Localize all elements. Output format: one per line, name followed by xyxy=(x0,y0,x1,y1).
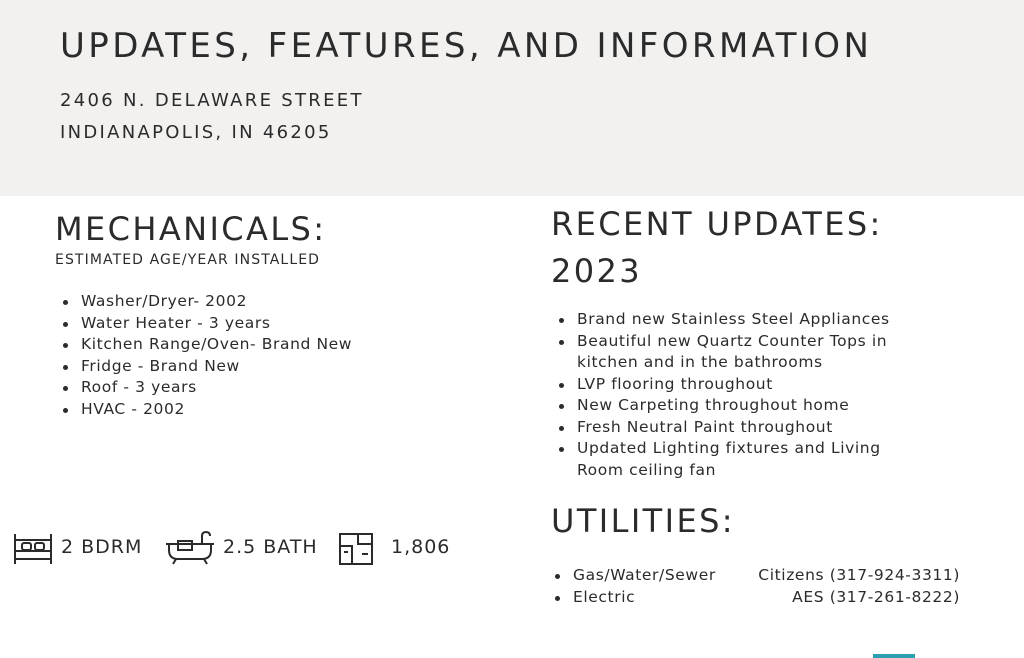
list-item: Fridge - Brand New xyxy=(55,356,485,378)
list-item: Roof - 3 years xyxy=(55,377,485,399)
address-city: INDIANAPOLIS, IN 46205 xyxy=(60,122,332,143)
mechanicals-heading: MECHANICALS: xyxy=(55,210,327,248)
list-item: Brand new Stainless Steel Appliances xyxy=(551,309,911,331)
bed-icon xyxy=(12,531,54,571)
page-title: UPDATES, FEATURES, AND INFORMATION xyxy=(60,26,873,66)
list-item: Beautiful new Quartz Counter Tops in kitchen and in the bathrooms xyxy=(551,331,911,374)
header-banner xyxy=(0,0,1024,196)
utility-row xyxy=(547,587,967,609)
sqft-label: 1,806 xyxy=(391,536,451,558)
utility-provider: Citizens (317-924-3311) xyxy=(758,566,960,584)
recent-updates-list xyxy=(551,309,911,481)
list-item: Kitchen Range/Oven- Brand New xyxy=(55,334,485,356)
list-item: LVP flooring throughout xyxy=(551,374,911,396)
utility-name: Gas/Water/Sewer xyxy=(573,566,716,584)
list-item: New Carpeting throughout home xyxy=(551,395,911,417)
list-item: Fresh Neutral Paint throughout xyxy=(551,417,911,439)
utility-name: Electric xyxy=(573,587,636,606)
utility-provider: AES (317-261-8222) xyxy=(792,587,960,606)
utilities-list xyxy=(547,565,967,608)
bedrooms-label: 2 BDRM xyxy=(61,536,143,558)
accent-bar xyxy=(873,654,915,658)
list-item: Washer/Dryer- 2002 xyxy=(55,291,485,313)
address-street: 2406 N. DELAWARE STREET xyxy=(60,90,364,111)
bathrooms-label: 2.5 BATH xyxy=(223,536,318,558)
list-item: Water Heater - 3 years xyxy=(55,313,485,335)
recent-updates-heading: RECENT UPDATES: xyxy=(551,205,883,243)
utilities-heading: UTILITIES: xyxy=(551,502,735,540)
mechanicals-list xyxy=(55,291,485,420)
utility-row xyxy=(547,565,967,587)
bathtub-icon xyxy=(164,530,216,570)
list-item: Updated Lighting fixtures and Living Room ceiling fan xyxy=(551,438,911,481)
mechanicals-subheading: ESTIMATED AGE/YEAR INSTALLED xyxy=(55,252,321,268)
recent-updates-year: 2023 xyxy=(551,252,643,290)
list-item: HVAC - 2002 xyxy=(55,399,485,421)
floorplan-icon xyxy=(338,530,374,570)
